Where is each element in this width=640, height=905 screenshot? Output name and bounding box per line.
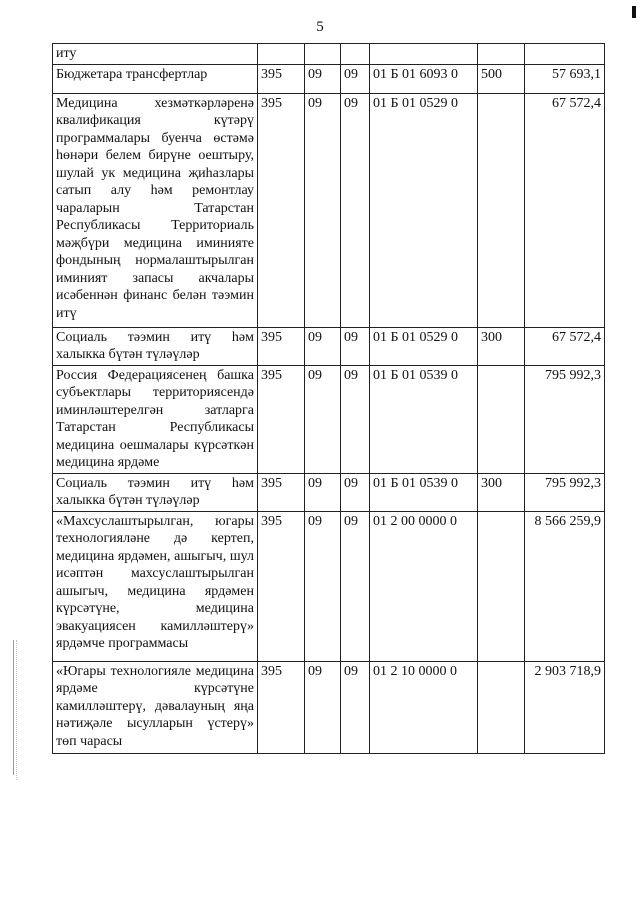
subsection-code: 09 (341, 327, 370, 365)
target-article-code (370, 44, 478, 65)
section-code: 09 (305, 93, 341, 327)
subsection-code: 09 (341, 473, 370, 511)
expense-type-code (478, 661, 525, 753)
table-row (53, 93, 605, 327)
amount: 67 572,4 (525, 93, 605, 327)
table-row (53, 661, 605, 753)
expense-type-code (478, 365, 525, 473)
section-code: 09 (305, 327, 341, 365)
admin-code: 395 (258, 473, 305, 511)
expense-type-code: 300 (478, 327, 525, 365)
item-name: «Югары технологияле медицина ярдәме күрсәтүне камилләштерү, дәвалауның яңа нәтиҗәле ысулларын үстерү» төп чарасы (53, 661, 258, 753)
item-name: Медицина хезмәткәрләренә квалификация күтәрү программалары буенча өстәмә һөнәри белем бирүне оештыру, шулай ук медицина җиһазлары сатып алу һәм ремонтлау чараларын Татарстан Республикасы Территориаль мәҗбүри медицина иминияте фондының нормалаштырылган иминият запасы акчалары исәбеннән финанс белән тәэмин итү (53, 93, 258, 327)
section-code (305, 44, 341, 65)
admin-code: 395 (258, 365, 305, 473)
subsection-code (341, 44, 370, 65)
admin-code: 395 (258, 327, 305, 365)
subsection-code: 09 (341, 511, 370, 661)
expense-type-code (478, 93, 525, 327)
admin-code (258, 44, 305, 65)
subsection-code: 09 (341, 661, 370, 753)
table-row (53, 473, 605, 511)
target-article-code: 01 Б 01 0529 0 (370, 327, 478, 365)
expense-type-code: 500 (478, 64, 525, 93)
table-row (53, 327, 605, 365)
section-code: 09 (305, 661, 341, 753)
expense-type-code: 300 (478, 473, 525, 511)
margin-dots (16, 640, 18, 780)
item-name: Социаль тәэмин итү һәм халыкка бүтән түләүләр (53, 327, 258, 365)
section-code: 09 (305, 473, 341, 511)
subsection-code: 09 (341, 365, 370, 473)
page-number: 5 (316, 19, 324, 35)
amount: 8 566 259,9 (525, 511, 605, 661)
target-article-code: 01 Б 01 0529 0 (370, 93, 478, 327)
admin-code: 395 (258, 93, 305, 327)
subsection-code: 09 (341, 64, 370, 93)
item-name: Социаль тәэмин итү һәм халыкка бүтән түләүләр (53, 473, 258, 511)
table-row (53, 365, 605, 473)
margin-line (13, 640, 14, 775)
target-article-code: 01 Б 01 0539 0 (370, 365, 478, 473)
section-code: 09 (305, 511, 341, 661)
budget-table (52, 43, 605, 754)
amount: 57 693,1 (525, 64, 605, 93)
target-article-code: 01 Б 01 6093 0 (370, 64, 478, 93)
admin-code: 395 (258, 511, 305, 661)
section-code: 09 (305, 64, 341, 93)
admin-code: 395 (258, 64, 305, 93)
item-name: иту (53, 44, 258, 65)
amount: 2 903 718,9 (525, 661, 605, 753)
table-row (53, 511, 605, 661)
table-row (53, 64, 605, 93)
expense-type-code (478, 511, 525, 661)
amount: 795 992,3 (525, 473, 605, 511)
amount (525, 44, 605, 65)
section-code: 09 (305, 365, 341, 473)
amount: 795 992,3 (525, 365, 605, 473)
corner-mark (632, 6, 636, 18)
item-name: Бюджетара трансфертлар (53, 64, 258, 93)
expense-type-code (478, 44, 525, 65)
target-article-code: 01 Б 01 0539 0 (370, 473, 478, 511)
item-name: Россия Федерациясенең башка субъектлары территориясендә иминләштерелгән затларга Татарстан Республикасы медицина оешмалары күрсәткән медицина ярдәме (53, 365, 258, 473)
subsection-code: 09 (341, 93, 370, 327)
table-row (53, 44, 605, 65)
item-name: «Махсуслаштырылган, югары технологияләне дә кертеп, медицина ярдәмен, ашыгыч, шул исәптән махсуслаштырылган ашыгыч, медицина ярдәмен күрсәтүне, медицина эвакуациясен камилләштерү» ярдәмче программасы (53, 511, 258, 661)
amount: 67 572,4 (525, 327, 605, 365)
target-article-code: 01 2 00 0000 0 (370, 511, 478, 661)
target-article-code: 01 2 10 0000 0 (370, 661, 478, 753)
admin-code: 395 (258, 661, 305, 753)
